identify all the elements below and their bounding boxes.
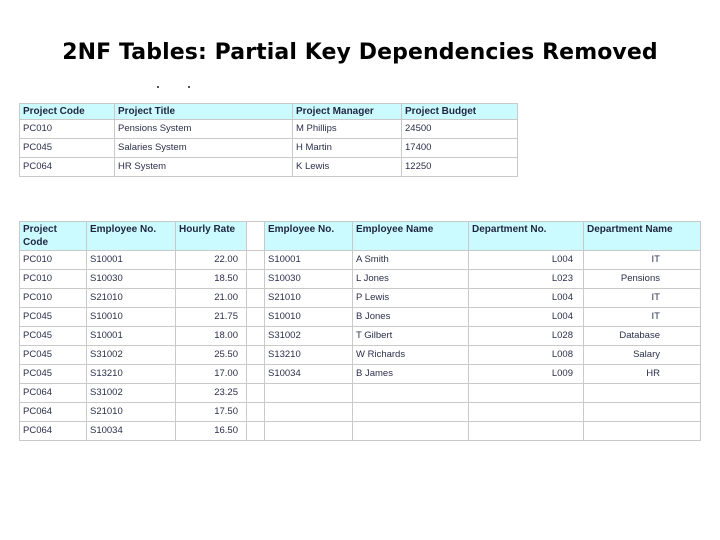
project-budget-cell: 17400	[402, 139, 518, 158]
project-table	[19, 103, 518, 177]
project-manager-cell: H Martin	[293, 139, 402, 158]
employee-name-cell: W Richards	[353, 346, 469, 365]
department-no-cell: L004	[469, 289, 584, 308]
department-name-cell: IT	[584, 308, 701, 327]
department-no-cell	[469, 403, 584, 422]
gap-cell	[247, 365, 265, 384]
employee-name-cell	[353, 384, 469, 403]
employee-no-cell: S10001	[87, 327, 176, 346]
hourly-rate-cell: 18.50	[176, 270, 247, 289]
project-code-cell: PC064	[20, 158, 115, 177]
column-gap	[247, 222, 265, 251]
department-no-cell	[469, 422, 584, 441]
assignment-employee-table	[19, 221, 701, 441]
department-name-cell: Salary	[584, 346, 701, 365]
assignment-table-header-row	[20, 222, 701, 251]
table-row	[20, 422, 701, 441]
table-row	[20, 139, 518, 158]
project-title-cell: HR System	[115, 158, 293, 177]
employee-no-cell: S31002	[87, 346, 176, 365]
project-table-header-row	[20, 104, 518, 120]
department-name-cell: IT	[584, 251, 701, 270]
employee-no-cell: S10034	[87, 422, 176, 441]
employee-name-cell: B James	[353, 365, 469, 384]
employee-name-cell: T Gilbert	[353, 327, 469, 346]
gap-cell	[247, 403, 265, 422]
employee-no-cell: S10030	[87, 270, 176, 289]
employee-no-cell	[265, 384, 353, 403]
department-name-cell	[584, 422, 701, 441]
hourly-rate-cell: 21.75	[176, 308, 247, 327]
employee-no-cell: S13210	[87, 365, 176, 384]
project-code-cell: PC045	[20, 327, 87, 346]
col-header-project-code: Project Code	[20, 222, 87, 251]
gap-cell	[247, 422, 265, 441]
employee-no-cell: S21010	[265, 289, 353, 308]
employee-no-cell: S10010	[265, 308, 353, 327]
col-header-hourly-rate: Hourly Rate	[176, 222, 247, 251]
project-code-cell: PC064	[20, 384, 87, 403]
employee-no-cell	[265, 422, 353, 441]
table-row	[20, 403, 701, 422]
employee-no-cell: S21010	[87, 403, 176, 422]
col-header-employee-no: Employee No.	[87, 222, 176, 251]
slide-title: 2NF Tables: Partial Key Dependencies Removed	[62, 40, 658, 65]
gap-cell	[247, 327, 265, 346]
table-row	[20, 327, 701, 346]
hourly-rate-cell: 25.50	[176, 346, 247, 365]
col-header-employee-no: Employee No.	[265, 222, 353, 251]
gap-cell	[247, 346, 265, 365]
table-row	[20, 346, 701, 365]
col-header-project-manager: Project Manager	[293, 104, 402, 120]
project-code-cell: PC010	[20, 289, 87, 308]
project-code-cell: PC045	[20, 365, 87, 384]
table-row	[20, 158, 518, 177]
project-title-cell: Salaries System	[115, 139, 293, 158]
project-code-cell: PC010	[20, 270, 87, 289]
department-name-cell: Database	[584, 327, 701, 346]
project-title-cell: Pensions System	[115, 120, 293, 139]
employee-no-cell: S10001	[87, 251, 176, 270]
project-code-cell: PC064	[20, 403, 87, 422]
gap-cell	[247, 384, 265, 403]
table-row	[20, 120, 518, 139]
stray-mark	[157, 86, 159, 88]
employee-no-cell: S10001	[265, 251, 353, 270]
department-name-cell: Pensions	[584, 270, 701, 289]
table-row	[20, 289, 701, 308]
department-no-cell: L028	[469, 327, 584, 346]
employee-name-cell: B Jones	[353, 308, 469, 327]
employee-no-cell: S13210	[265, 346, 353, 365]
gap-cell	[247, 270, 265, 289]
department-no-cell: L004	[469, 251, 584, 270]
department-name-cell	[584, 384, 701, 403]
department-name-cell	[584, 403, 701, 422]
hourly-rate-cell: 21.00	[176, 289, 247, 308]
table-row	[20, 270, 701, 289]
department-no-cell: L008	[469, 346, 584, 365]
project-code-cell: PC045	[20, 139, 115, 158]
hourly-rate-cell: 18.00	[176, 327, 247, 346]
col-header-department-no: Department No.	[469, 222, 584, 251]
table-row	[20, 308, 701, 327]
project-code-cell: PC010	[20, 120, 115, 139]
gap-cell	[247, 289, 265, 308]
employee-name-cell: P Lewis	[353, 289, 469, 308]
employee-no-cell: S31002	[265, 327, 353, 346]
gap-cell	[247, 308, 265, 327]
project-code-cell: PC045	[20, 308, 87, 327]
project-budget-cell: 12250	[402, 158, 518, 177]
employee-no-cell: S10034	[265, 365, 353, 384]
stray-mark	[188, 86, 190, 88]
table-row	[20, 384, 701, 403]
hourly-rate-cell: 16.50	[176, 422, 247, 441]
project-code-cell: PC064	[20, 422, 87, 441]
col-header-project-title: Project Title	[115, 104, 293, 120]
project-manager-cell: K Lewis	[293, 158, 402, 177]
department-no-cell: L023	[469, 270, 584, 289]
table-row	[20, 365, 701, 384]
employee-name-cell	[353, 422, 469, 441]
employee-no-cell: S10030	[265, 270, 353, 289]
employee-no-cell: S21010	[87, 289, 176, 308]
col-header-project-budget: Project Budget	[402, 104, 518, 120]
project-manager-cell: M Phillips	[293, 120, 402, 139]
department-name-cell: IT	[584, 289, 701, 308]
department-no-cell: L004	[469, 308, 584, 327]
hourly-rate-cell: 23.25	[176, 384, 247, 403]
department-name-cell: HR	[584, 365, 701, 384]
gap-cell	[247, 251, 265, 270]
project-budget-cell: 24500	[402, 120, 518, 139]
project-code-cell: PC045	[20, 346, 87, 365]
col-header-department-name: Department Name	[584, 222, 701, 251]
col-header-employee-name: Employee Name	[353, 222, 469, 251]
hourly-rate-cell: 17.50	[176, 403, 247, 422]
employee-name-cell: L Jones	[353, 270, 469, 289]
department-no-cell: L009	[469, 365, 584, 384]
employee-name-cell: A Smith	[353, 251, 469, 270]
col-header-project-code: Project Code	[20, 104, 115, 120]
hourly-rate-cell: 22.00	[176, 251, 247, 270]
department-no-cell	[469, 384, 584, 403]
project-code-cell: PC010	[20, 251, 87, 270]
table-row	[20, 251, 701, 270]
hourly-rate-cell: 17.00	[176, 365, 247, 384]
employee-no-cell: S10010	[87, 308, 176, 327]
employee-no-cell: S31002	[87, 384, 176, 403]
employee-name-cell	[353, 403, 469, 422]
employee-no-cell	[265, 403, 353, 422]
